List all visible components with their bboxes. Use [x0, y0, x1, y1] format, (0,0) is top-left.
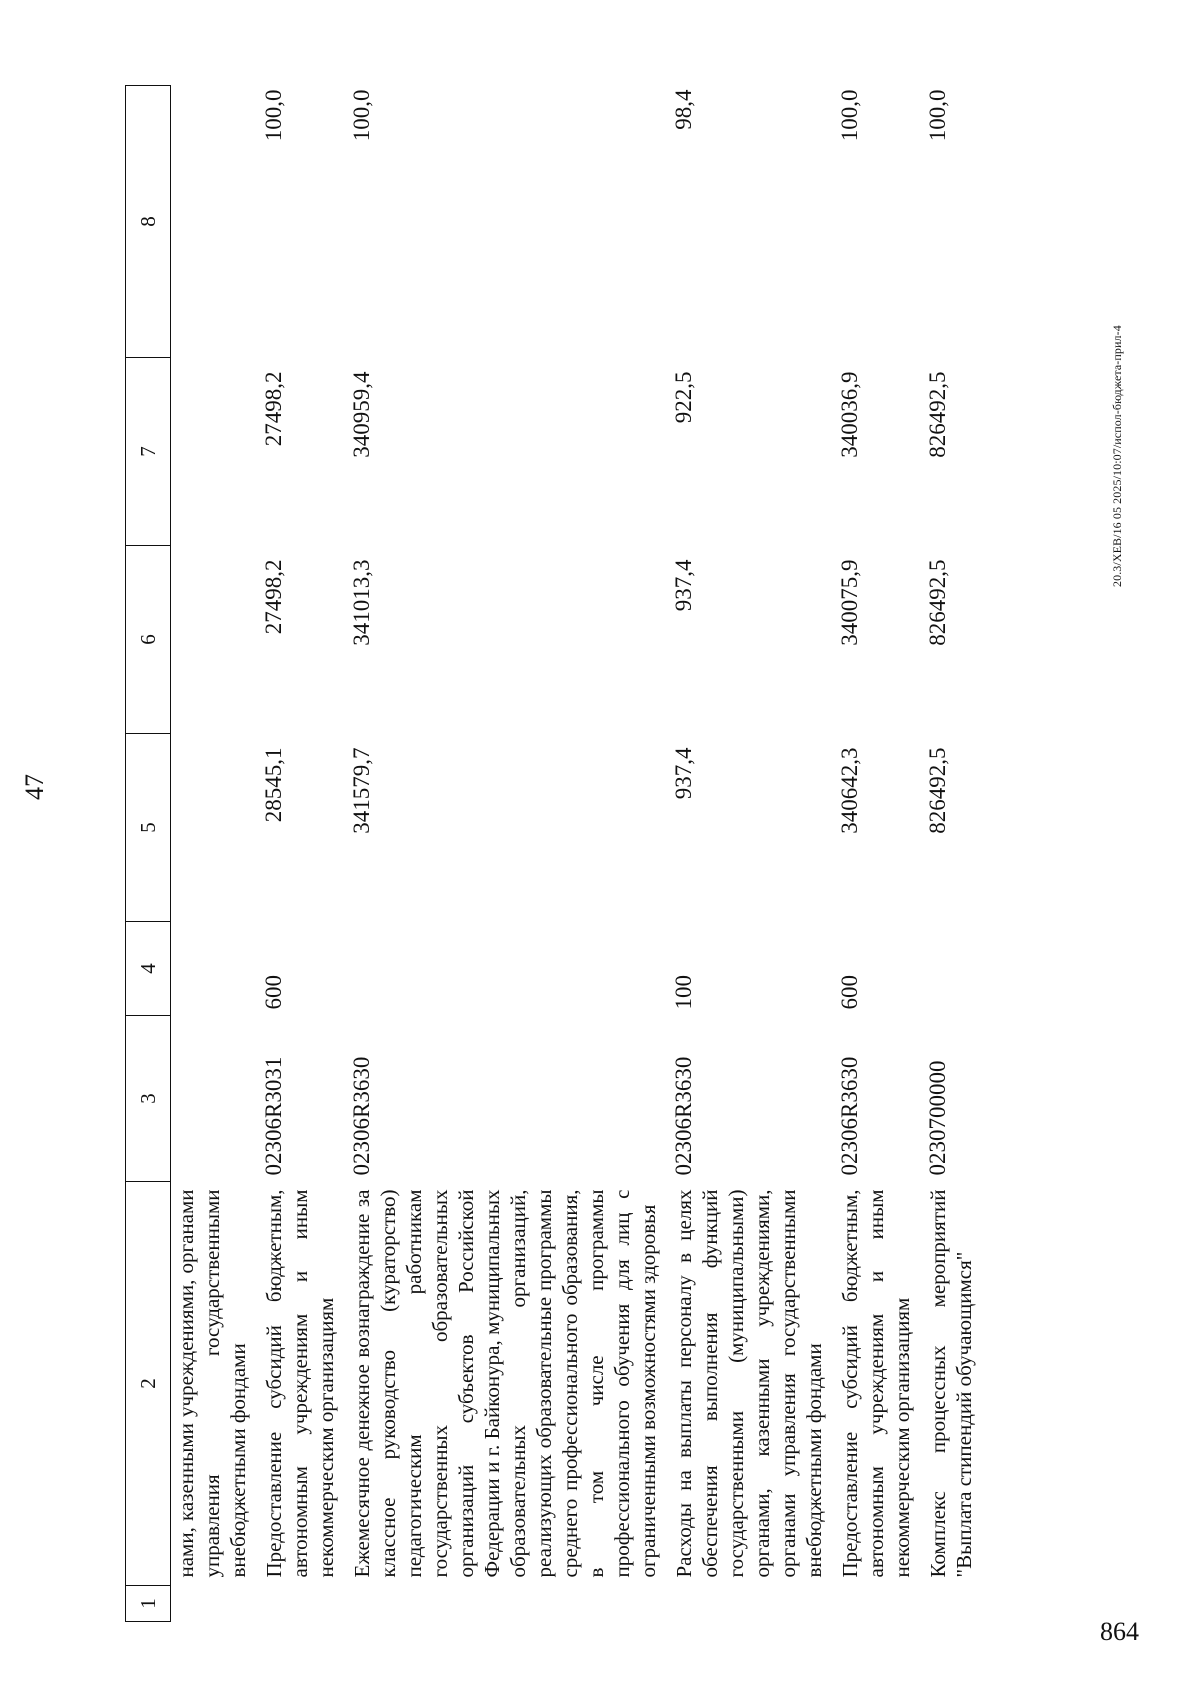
column-header-7: 7	[126, 358, 171, 546]
value-cell-5: 341579,7	[349, 747, 374, 834]
value-cell-6: 341013,3	[349, 559, 374, 646]
value-cell-5: 340642,3	[837, 747, 862, 834]
expense-type-cell	[339, 922, 661, 1016]
table-row	[339, 86, 661, 1622]
expense-type-cell	[171, 922, 252, 1016]
value-cell-6	[171, 546, 252, 734]
percent-cell	[171, 86, 252, 358]
table-row	[171, 86, 252, 1622]
print-stamp: 20.3/ХЕВ/16 05 2025/10:07/испол-бюджета-прил-4	[1110, 325, 1124, 587]
value-cell-5: 937,4	[671, 747, 696, 800]
value-cell-7	[171, 358, 252, 546]
column-header-3: 3	[126, 1016, 171, 1182]
row-number-cell	[251, 1586, 339, 1622]
column-header-1: 1	[126, 1586, 171, 1622]
percent-cell: 100,0	[349, 89, 374, 142]
value-cell-5	[171, 734, 252, 922]
value-cell-5: 28545,1	[261, 747, 286, 823]
column-header-5: 5	[126, 734, 171, 922]
table-row	[251, 86, 339, 1622]
value-cell-7: 340959,4	[349, 371, 374, 458]
row-number-cell	[339, 1586, 661, 1622]
description-cell: Комплекс процессных мероприятий "Выплата стипендий обучающимся"	[926, 1189, 976, 1578]
target-code-cell: 02306R3630	[837, 1056, 862, 1176]
value-cell-6: 826492,5	[925, 559, 950, 646]
value-cell-7: 340036,9	[837, 371, 862, 458]
row-number-cell	[661, 1586, 827, 1622]
budget-table	[125, 85, 977, 1622]
description-cell: Ежемесячное денежное вознаграждение за классное руководство (кураторство) педагогическим работникам государственных образовательных организаций субъектов Российской Федерации и г. Байконура, муниципальных образовательных организаций, реализующих образовательные программы среднего профессионального образования, в том числе программы профессионального обучения для лиц с ограниченными возможностями здоровья	[350, 1189, 660, 1578]
value-cell-6: 937,4	[671, 559, 696, 612]
target-code-cell	[171, 1016, 252, 1182]
row-number-cell	[171, 1586, 252, 1622]
table-row	[915, 86, 977, 1622]
expense-type-cell	[915, 922, 977, 1016]
expense-type-cell: 600	[261, 975, 286, 1010]
value-cell-6: 340075,9	[837, 559, 862, 646]
expense-type-cell: 600	[837, 975, 862, 1010]
description-cell: Предоставление субсидий бюджетным, автономным учреждениям и иным некоммерческим организациям	[838, 1189, 914, 1578]
percent-cell: 100,0	[837, 89, 862, 142]
row-number-cell	[827, 1586, 915, 1622]
sheet-number: 864	[1100, 1617, 1139, 1646]
page-number: 47	[20, 774, 49, 800]
percent-cell: 100,0	[925, 89, 950, 142]
value-cell-7: 826492,5	[925, 371, 950, 458]
table-row	[661, 86, 827, 1622]
target-code-cell: 02306R3630	[671, 1056, 696, 1176]
expense-type-cell: 100	[671, 975, 696, 1010]
description-cell: нами, казенными учреждениями, органами управления государственными внебюджетными фондами	[174, 1189, 250, 1578]
table-header	[126, 86, 171, 1622]
target-code-cell: 02306R3031	[261, 1056, 286, 1176]
table-row	[827, 86, 915, 1622]
value-cell-6: 27498,2	[261, 559, 286, 635]
value-cell-5: 826492,5	[925, 747, 950, 834]
target-code-cell: 02306R3630	[349, 1056, 374, 1176]
value-cell-7: 922,5	[671, 371, 696, 424]
row-number-cell	[915, 1586, 977, 1622]
column-header-2: 2	[126, 1182, 171, 1586]
percent-cell: 98,4	[671, 89, 696, 130]
target-code-cell: 0230700000	[925, 1060, 950, 1176]
column-header-4: 4	[126, 922, 171, 1016]
percent-cell: 100,0	[261, 89, 286, 142]
description-cell: Расходы на выплаты персоналу в целях обеспечения выполнения функций государственными (муниципальными) органами, казенными учреждениями, органами управления государственными внебюджетными фондами	[672, 1189, 826, 1578]
description-cell: Предоставление субсидий бюджетным, автономным учреждениям и иным некоммерческим организациям	[262, 1189, 338, 1578]
value-cell-7: 27498,2	[261, 371, 286, 447]
column-header-6: 6	[126, 546, 171, 734]
column-header-8: 8	[126, 86, 171, 358]
